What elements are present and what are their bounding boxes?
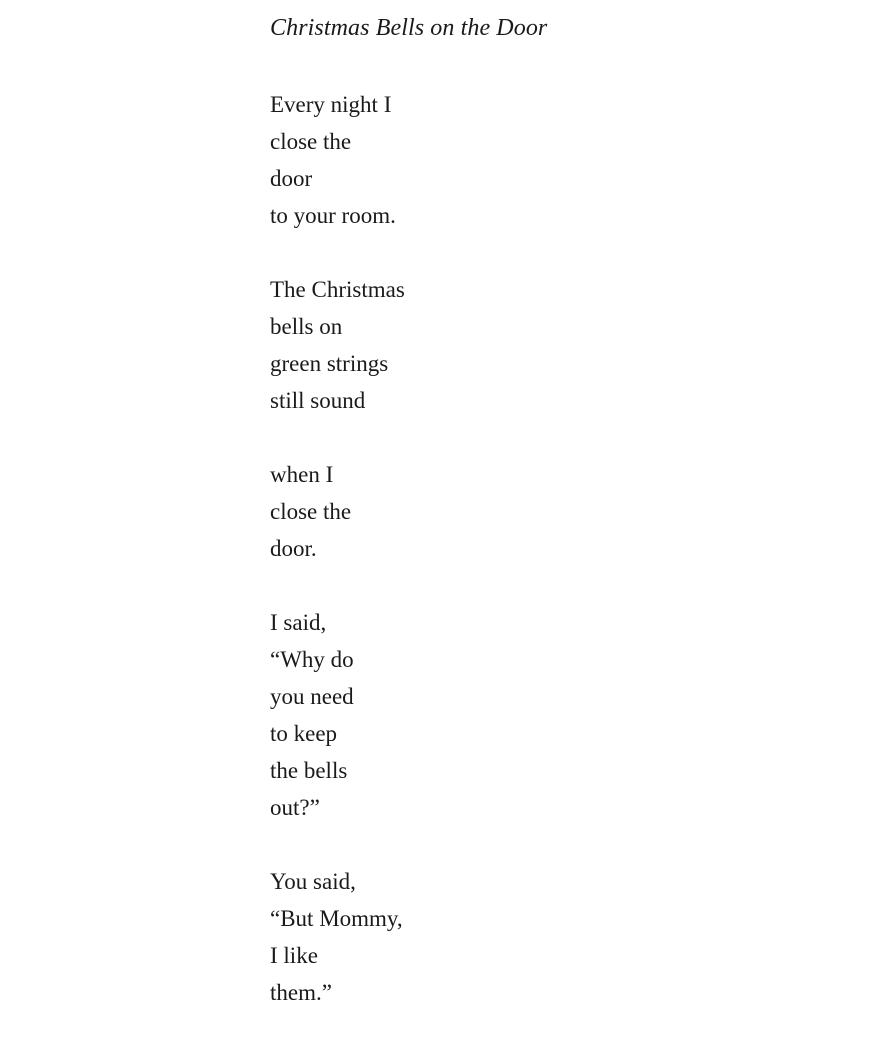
- stanza-4: [270, 604, 670, 826]
- poem-line: “But Mommy,: [270, 906, 403, 931]
- poem-line: “Why do: [270, 647, 354, 672]
- stanza-1: [270, 86, 670, 234]
- poem-line: I said,: [270, 610, 327, 635]
- poem-line: door.: [270, 536, 317, 561]
- poem-line: The Christmas: [270, 277, 405, 302]
- poem-line: still sound: [270, 388, 366, 413]
- poem-line: to keep: [270, 721, 338, 746]
- poem-line: you need: [270, 684, 354, 709]
- stanza-3: [270, 456, 670, 567]
- poem-line: close the: [270, 129, 352, 154]
- poem-line: them.”: [270, 980, 332, 1005]
- poem-line: You said,: [270, 869, 356, 894]
- poem-line: out?”: [270, 795, 320, 820]
- poem-line: I like: [270, 943, 318, 968]
- poem-line: close the: [270, 499, 352, 524]
- poem: [270, 12, 670, 1048]
- poem-line: door: [270, 166, 313, 191]
- poem-title: Christmas Bells on the Door: [270, 15, 548, 41]
- poem-line: to your room.: [270, 203, 396, 228]
- poem-line: bells on: [270, 314, 343, 339]
- poem-line: when I: [270, 462, 334, 487]
- poem-line: green strings: [270, 351, 389, 376]
- poem-line: the bells: [270, 758, 348, 783]
- stanza-5: [270, 863, 670, 1011]
- stanza-2: [270, 271, 670, 419]
- poem-line: Every night I: [270, 92, 392, 117]
